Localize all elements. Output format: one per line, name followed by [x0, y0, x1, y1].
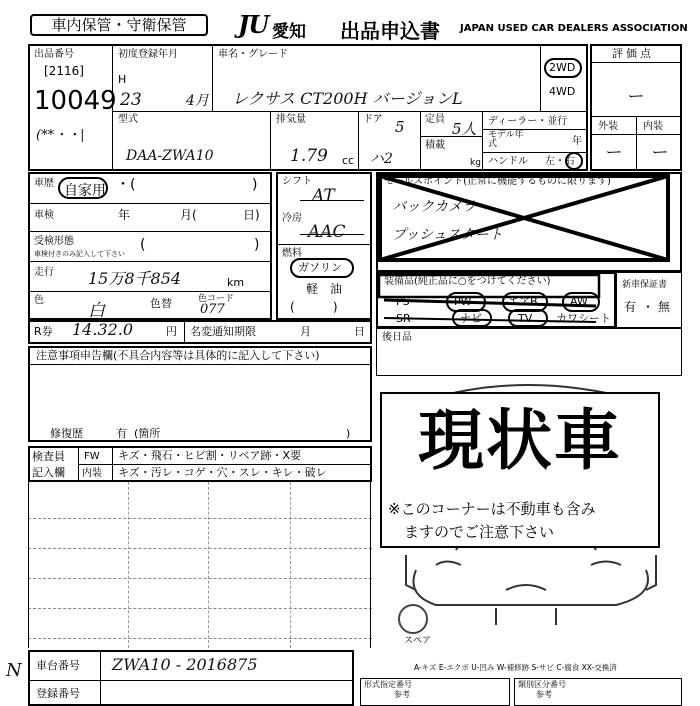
model-label: 型式 [118, 114, 138, 125]
inspection-month: 月( [180, 208, 197, 222]
dealer-label: ディーラー・並行 [488, 116, 568, 127]
inspection-label: 車検 [34, 210, 54, 221]
interior-label: 内装 [643, 121, 663, 132]
registration-month: 4月 [186, 93, 209, 109]
chassis-mark: N [6, 660, 22, 681]
tax-yen: 円 [166, 325, 177, 338]
equip-seat: カワシート [556, 312, 611, 325]
spare-label: スペア [404, 636, 432, 646]
shift-value: AT [312, 186, 335, 206]
ju-logo: JU [238, 10, 269, 39]
kg-unit: kg [470, 158, 481, 168]
class-label: 類別区分番号 [518, 680, 566, 689]
tax-value: 14.32.0 [72, 320, 134, 339]
region-name: 愛知 [272, 22, 306, 42]
form-title: 出品申込書 [340, 19, 440, 43]
license-paren-close: ) [254, 237, 260, 253]
license-paren-open: ( [140, 237, 146, 253]
color-value: 白 [88, 301, 105, 321]
repair-label: 修復歴 [50, 427, 83, 440]
lot-bracket-code: [2116] [44, 64, 84, 78]
color-code-label: 色コード [198, 294, 235, 304]
score-value: ー [626, 87, 643, 107]
registration-label: 初度登録年月 [118, 49, 178, 60]
lot-label: 出品番号 [34, 49, 74, 60]
equip-aw: AW [570, 295, 588, 308]
blank-lines [28, 482, 372, 648]
equip-tv-circle [508, 309, 548, 327]
status-note-1: ※このコーナーは不動車も含み [388, 500, 596, 518]
color-code-value: 077 [200, 302, 225, 317]
equip-ps: PS [396, 295, 410, 308]
fuel-gasoline: ガソリン [298, 261, 342, 274]
interior-value: ー [650, 143, 667, 163]
inspector-in-label: 内装 [82, 468, 102, 479]
equip-navi: ナビ [460, 312, 482, 325]
equipment-header: 装備品(純正品に○をつけてください) [384, 276, 551, 287]
drive-2wd: 2WD [549, 61, 576, 74]
repair-close: ) [346, 427, 351, 440]
class-ref: 参考 [536, 690, 552, 699]
deadline-day: 日 [354, 325, 365, 338]
equip-sr: SR [396, 312, 411, 325]
model-value: DAA-ZWA10 [126, 148, 214, 164]
equip-aw-circle [562, 292, 600, 312]
status-stamp: 現状車 [418, 402, 622, 479]
capacity-label: 定員 [425, 114, 445, 125]
sales-point-2: プッシュスタート [392, 227, 503, 243]
chassis-label: 車台番号 [36, 659, 80, 672]
warranty-label: 新車保証書 [622, 280, 668, 290]
inspector-fw-label: FW [84, 451, 100, 462]
repair-value: 有 [116, 427, 127, 440]
sales-points-cross [376, 172, 682, 272]
type-cert-label: 形式指定番号 [364, 680, 412, 689]
usage-type-label: 車歴 [34, 178, 54, 189]
type-cert-ref: 参考 [394, 690, 410, 699]
door-value: 5 [395, 118, 405, 136]
notes-header: 注意事項申告欄(不具合内容等は具体的に記入して下さい) [36, 349, 320, 362]
equip-airbag: エアB [508, 295, 538, 308]
chassis-value: ZWA10 - 2016875 [112, 655, 258, 674]
cooler-value: AAC [308, 222, 346, 242]
cc-unit: cc [342, 154, 355, 167]
model-year-label: モデル年式 [488, 130, 524, 149]
equip-tv: TV [518, 312, 533, 325]
tax-label: R券 [34, 325, 53, 338]
warranty-no: 無 [658, 300, 671, 314]
usage-type-paren: ・( [116, 177, 136, 193]
exterior-label: 外装 [598, 121, 618, 132]
mileage-value: 15万8千854 [88, 269, 182, 288]
fuel-paren: ( ) [290, 300, 338, 314]
cargo-label: 積載 [425, 140, 445, 151]
status-note-2: ますのでご注意下さい [404, 523, 555, 541]
mileage-label: 走行 [34, 267, 54, 278]
handle-right-circle [565, 152, 583, 170]
exterior-value: ー [604, 143, 621, 163]
door-label: ドア [363, 114, 383, 125]
warranty-yes: 有 [624, 300, 637, 314]
handle-value: 左・右 [545, 156, 575, 167]
license-label: 受検形態 [34, 236, 74, 247]
registration-number-label: 登録番号 [36, 687, 80, 700]
later-items-box [376, 328, 682, 376]
score-label: 評価点 [612, 47, 654, 60]
equip-navi-circle [452, 309, 492, 327]
vehicle-name-label: 車名・グレード [218, 49, 288, 60]
deadline-month: 月 [300, 325, 311, 338]
shift-label: シフト [282, 176, 312, 187]
inspector-label: 検査員 [32, 450, 65, 463]
handle-label: ハンドル [488, 156, 528, 167]
inspector-fw-text: キズ・飛石・ヒビ割・リペア跡・X要 [118, 449, 302, 462]
color-label: 色 [34, 295, 44, 306]
sales-points-header: セールスポイント(正常に機能するものに限ります) [384, 176, 611, 187]
registration-year: 23 [120, 90, 142, 110]
repair-location: (箇所 [134, 427, 161, 440]
diagram-legend: A-キズ E-エクボ U-凹み W-補修跡 S-サビ C-腐食 XX-交換済 [414, 663, 617, 672]
capacity-value: 5人 [452, 120, 477, 138]
warranty-sep: ・ [642, 300, 655, 314]
sales-point-1: バックカメラ [392, 199, 476, 215]
storage-stamp: 車内保管・守衛保管 [30, 14, 208, 36]
inspection-day: 日) [243, 208, 260, 222]
registration-era: H [118, 73, 127, 86]
displacement-value: 1.79 [290, 146, 328, 166]
later-items-label: 後日品 [382, 332, 412, 343]
lot-number: 10049 [34, 86, 117, 116]
deadline-label: 名変通知期限 [190, 325, 256, 338]
inspector-entry-label: 記入欄 [32, 466, 65, 479]
license-note: 車検付きのみ記入して下さい [34, 250, 125, 258]
usage-type-value: 自家用 [64, 183, 106, 199]
lot-scribble: (**・・| [36, 128, 85, 143]
usage-type-close: ) [252, 177, 258, 193]
fuel-label: 燃料 [282, 248, 302, 259]
body-value: ハ2 [370, 151, 393, 167]
equip-pw: PW [454, 295, 472, 308]
drive-4wd: 4WD [549, 85, 576, 98]
spare-circle [398, 604, 428, 634]
km-unit: km [227, 276, 245, 289]
inspector-in-text: キズ・汚レ・コゲ・穴・スレ・キレ・破レ [118, 466, 327, 479]
cooler-label: 冷房 [282, 213, 302, 224]
inspection-year: 年 [118, 208, 131, 222]
displacement-label: 排気量 [276, 114, 306, 125]
vehicle-name-value: レクサス CT200H バージョンL [232, 89, 463, 108]
model-year-unit: 年 [572, 136, 582, 147]
header [0, 0, 700, 44]
recolor-label: 色替 [150, 297, 172, 310]
association-name: JAPAN USED CAR DEALERS ASSOCIATION [460, 23, 688, 34]
fuel-diesel: 軽 油 [306, 282, 343, 296]
